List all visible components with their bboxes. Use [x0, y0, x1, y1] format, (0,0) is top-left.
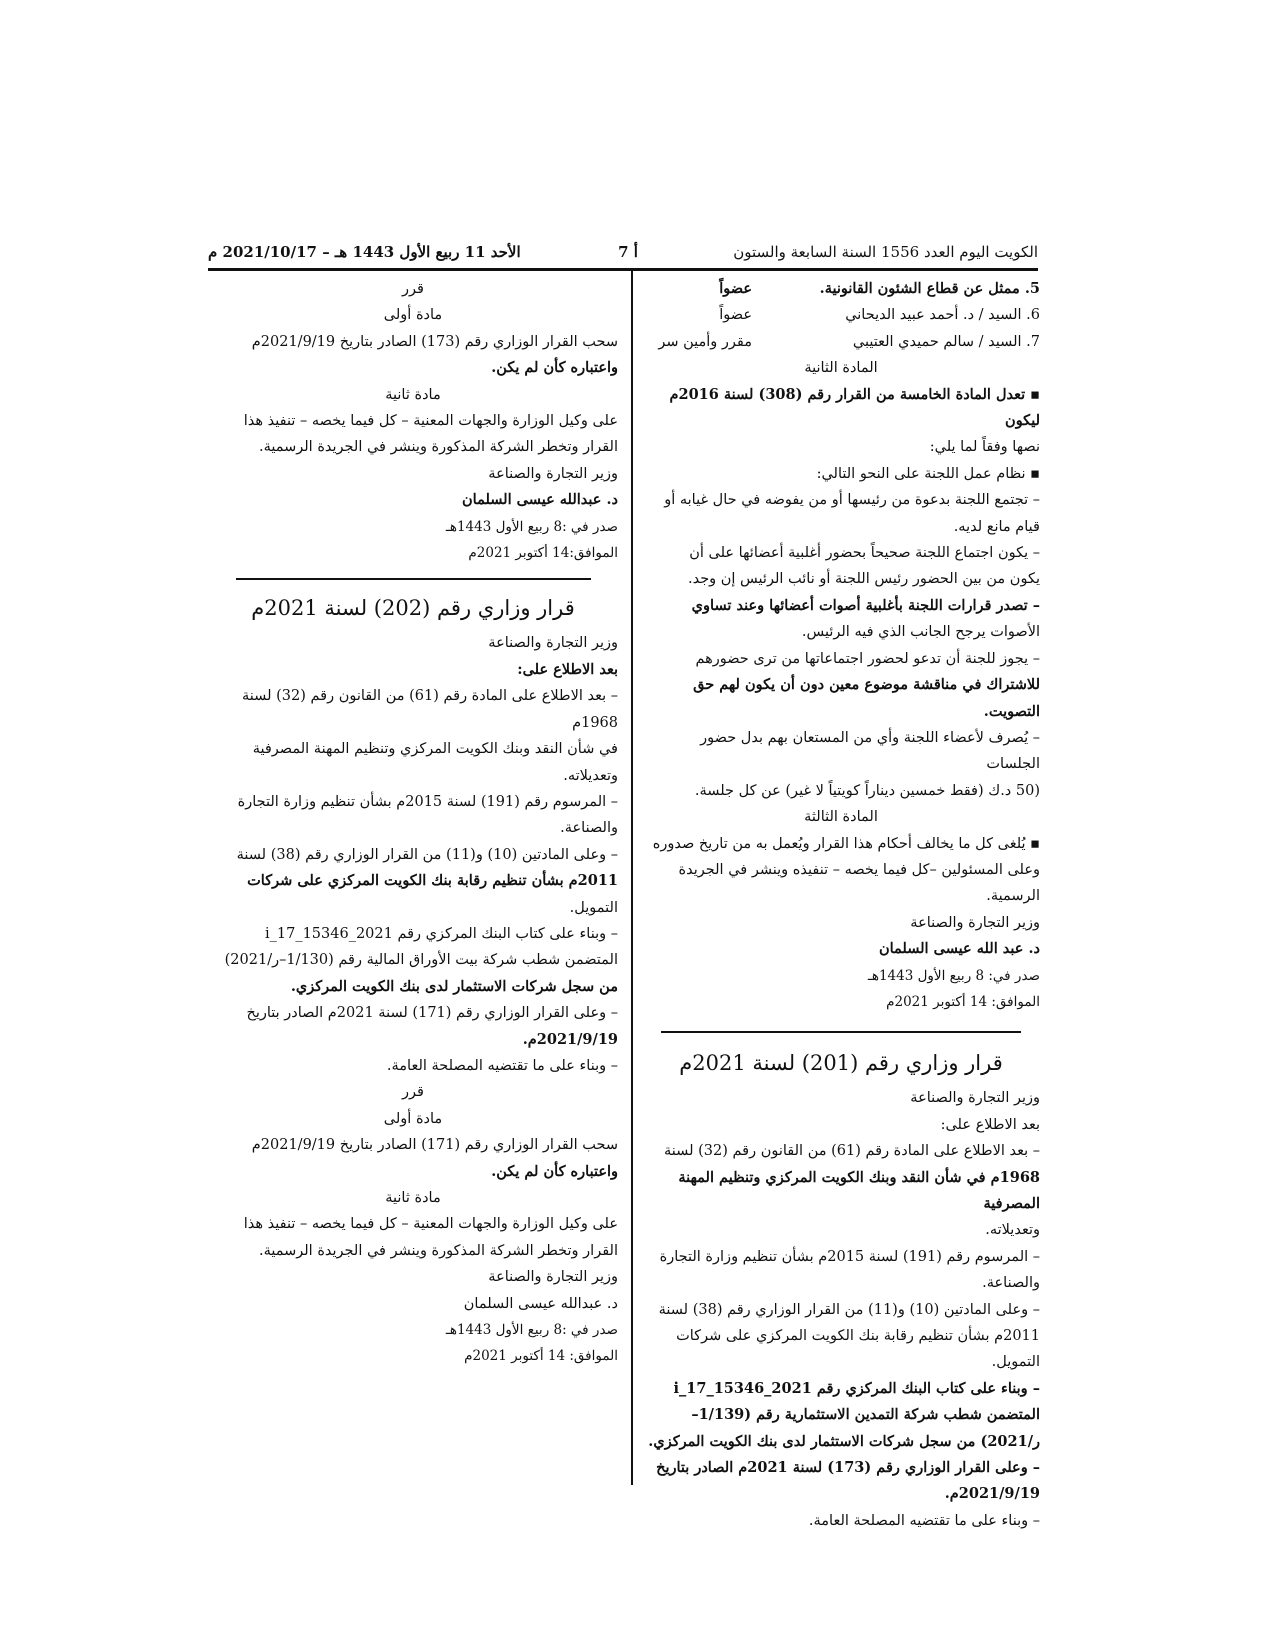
text-line: المتضمن شطب شركة بيت الأوراق المالية رقم (1/130–ر/2021) [224, 952, 618, 969]
text-line: 2011م بشأن تنظيم رقابة بنك الكويت المركزي على شركات [676, 1328, 1040, 1345]
decision-title: قرار وزاري رقم (202) لسنة 2021م [251, 596, 575, 621]
minister-name: د. عبد الله عيسى السلمان [878, 940, 1040, 958]
minister-title: وزير التجارة والصناعة [488, 465, 618, 482]
text-line: على وكيل الوزارة والجهات المعنية – كل فيما يخصه – تنفيذ هذا [243, 413, 618, 430]
text-line: من سجل شركات الاستثمار لدى بنك الكويت المركزي. [290, 977, 618, 995]
text-line: واعتباره كأن لم يكن. [491, 1162, 618, 1180]
member-name: 6. السيد / د. أحمد عبيد الديحاني [845, 307, 1040, 324]
member-role: عضواً [719, 307, 752, 324]
text-line: – المرسوم رقم (191) لسنة 2015م بشأن تنظيم وزارة التجارة [237, 793, 618, 810]
minister-name: د. عبدالله عيسى السلمان [462, 491, 618, 509]
text-line: والصناعة. [560, 820, 618, 837]
article-heading: المادة الثانية [804, 360, 878, 377]
text-line: – وعلى المادتين (10) و(11) من القرار الوزاري رقم (38) لسنة [236, 846, 618, 863]
text-line: القرار وتخطر الشركة المذكورة وينشر في الجريدة الرسمية. [258, 439, 618, 456]
article-heading: مادة ثانية [385, 386, 441, 403]
article-heading: مادة أولى [383, 1110, 443, 1127]
issue-date: صدر في :8 ربيع الأول 1443هـ [445, 1322, 618, 1339]
text-line: – يكون اجتماع اللجنة صحيحاً بحضور أغلبية أعضائها على أن [689, 545, 1040, 562]
issue-date: صدر في :8 ربيع الأول 1443هـ [445, 518, 618, 535]
member-role: مقرر وأمين سر [658, 333, 752, 350]
text-line: المتضمن شطب شركة التمدين الاستثمارية رقم (1/139– [691, 1406, 1040, 1424]
text-line: ▪ تعدل المادة الخامسة من القرار رقم (308) لسنة 2016م ليكون [669, 385, 1040, 430]
text-line: – وبناء على ما تقتضيه المصلحة العامة. [808, 1512, 1040, 1529]
text-line: – وعلى المادتين (10) و(11) من القرار الوزاري رقم (38) لسنة [658, 1301, 1040, 1318]
text-line: الأصوات يرجح الجانب الذي فيه الرئيس. [801, 624, 1040, 641]
decision-intro: بعد الاطلاع على: [517, 660, 618, 678]
text-line: التمويل. [991, 1354, 1040, 1371]
text-line: ر/2021) من سجل شركات الاستثمار لدى بنك الكويت المركزي. [648, 1432, 1040, 1450]
text-line: – وبناء على ما تقتضيه المصلحة العامة. [386, 1057, 618, 1074]
text-line: يكون من بين الحضور رئيس اللجنة أو نائب الرئيس إن وجد. [687, 571, 1040, 588]
text-line: – المرسوم رقم (191) لسنة 2015م بشأن تنظيم وزارة التجارة والصناعة. [659, 1248, 1040, 1292]
header-page-number: أ 7 [618, 243, 638, 261]
text-line: – يُصرف لأعضاء اللجنة وأي من المستعان بهم بدل حضور الجلسات [700, 729, 1040, 773]
member-role: عضواً [719, 280, 752, 297]
text-line: – وعلى القرار الوزاري رقم (173) لسنة 2021م الصادر بتاريخ [656, 1459, 1040, 1477]
text-line: سحب القرار الوزاري رقم (173) الصادر بتاريخ 2021/9/19م [251, 333, 618, 350]
text-line: واعتباره كأن لم يكن. [491, 359, 618, 377]
text-line: سحب القرار الوزاري رقم (171) الصادر بتاريخ 2021/9/19م [251, 1137, 618, 1154]
corresponding-date: الموافق: 14 أكتوبر 2021م [886, 993, 1040, 1010]
corresponding-date: الموافق: 14 أكتوبر 2021م [464, 1348, 618, 1365]
text-line: التمويل. [569, 899, 618, 916]
text-line: القرار وتخطر الشركة المذكورة وينشر في الجريدة الرسمية. [258, 1242, 618, 1259]
minister-title: وزير التجارة والصناعة [910, 1090, 1040, 1107]
text-line: – وبناء على كتاب البنك المركزي رقم 2021_15346_17_i [673, 1379, 1040, 1397]
text-line: نصها وفقاً لما يلي: [929, 439, 1040, 456]
minister-title: وزير التجارة والصناعة [910, 914, 1040, 931]
text-line: 2011م بشأن تنظيم رقابة بنك الكويت المركزي على شركات [247, 872, 618, 890]
text-line: 2021/9/19م. [944, 1485, 1040, 1503]
header-date: الأحد 11 ربيع الأول 1443 هـ – 2021/10/17 م [208, 243, 521, 261]
decision-intro: بعد الاطلاع على: [940, 1116, 1040, 1133]
right-column [642, 276, 1040, 1534]
text-line: (50 د.ك (فقط خمسين ديناراً كويتياً لا غير) عن كل جلسة. [694, 782, 1040, 799]
article-heading: المادة الثالثة [804, 809, 878, 826]
member-row [642, 276, 1040, 302]
text-line: – بعد الاطلاع على المادة رقم (61) من القانون رقم (32) لسنة 1968م [242, 688, 618, 731]
minister-title: وزير التجارة والصناعة [488, 1269, 618, 1286]
decided-heading: قرر [402, 281, 424, 297]
corresponding-date: الموافق:14 أكتوبر 2021م [468, 545, 618, 562]
text-line: قيام مانع لديه. [953, 518, 1040, 535]
left-column [208, 276, 618, 1370]
text-line: – تجتمع اللجنة بدعوة من رئيسها أو من يفوضه في حال غيابه أو [664, 492, 1040, 509]
text-line: 1968م في شأن النقد وبنك الكويت المركزي وتنظيم المهنة المصرفية [678, 1168, 1040, 1212]
article-heading: مادة ثانية [385, 1190, 441, 1206]
text-line: – تصدر قرارات اللجنة بأغلبية أصوات أعضائها وعند تساوي [691, 596, 1040, 614]
minister-name: د. عبدالله عيسى السلمان [463, 1295, 618, 1312]
column-divider [631, 271, 633, 1485]
section-separator [236, 578, 591, 580]
text-line: ▪ يُلغى كل ما يخالف أحكام هذا القرار ويُعمل به من تاريخ صدوره [652, 835, 1040, 852]
header-issue: الكويت اليوم العدد 1556 السنة السابعة والستون [733, 243, 1038, 261]
text-line: – وعلى القرار الوزاري رقم (171) لسنة 2021م الصادر بتاريخ [246, 1005, 618, 1022]
member-row [642, 302, 1040, 328]
text-line: – بعد الاطلاع على المادة رقم (61) من القانون رقم (32) لسنة [664, 1143, 1040, 1160]
member-row [642, 329, 1040, 355]
text-line: في شأن النقد وبنك الكويت المركزي وتنظيم المهنة المصرفية وتعديلاته. [252, 741, 618, 784]
page-header [208, 238, 1038, 266]
text-line: ▪ نظام عمل اللجنة على النحو التالي: [816, 465, 1040, 482]
text-line: – يجوز للجنة أن تدعو لحضور اجتماعاتها من ترى حضورهم [695, 650, 1040, 667]
header-rule [208, 268, 1038, 271]
text-line: للاشتراك في مناقشة موضوع معين دون أن يكون لهم حق التصويت. [693, 676, 1040, 720]
member-name: 5. ممثل عن قطاع الشئون القانونية. [819, 280, 1040, 297]
minister-title: وزير التجارة والصناعة [488, 635, 618, 652]
text-line: 2021/9/19م. [522, 1030, 618, 1048]
text-line: على وكيل الوزارة والجهات المعنية – كل فيما يخصه – تنفيذ هذا [243, 1216, 618, 1233]
text-line: وعلى المسئولين –كل فيما يخصه – تنفيذه وينشر في الجريدة الرسمية. [678, 861, 1040, 905]
member-name: 7. السيد / سالم حميدي العتيبي [852, 333, 1040, 350]
text-line: وتعديلاته. [985, 1222, 1040, 1239]
article-heading: مادة أولى [383, 307, 443, 324]
decided-heading: قرر [402, 1084, 424, 1101]
section-separator [661, 1031, 1021, 1033]
text-line: – وبناء على كتاب البنك المركزي رقم 2021_15346_17_i [264, 925, 618, 942]
issue-date: صدر في: 8 ربيع الأول 1443هـ [867, 967, 1040, 984]
decision-title: قرار وزاري رقم (201) لسنة 2021م [679, 1051, 1003, 1076]
